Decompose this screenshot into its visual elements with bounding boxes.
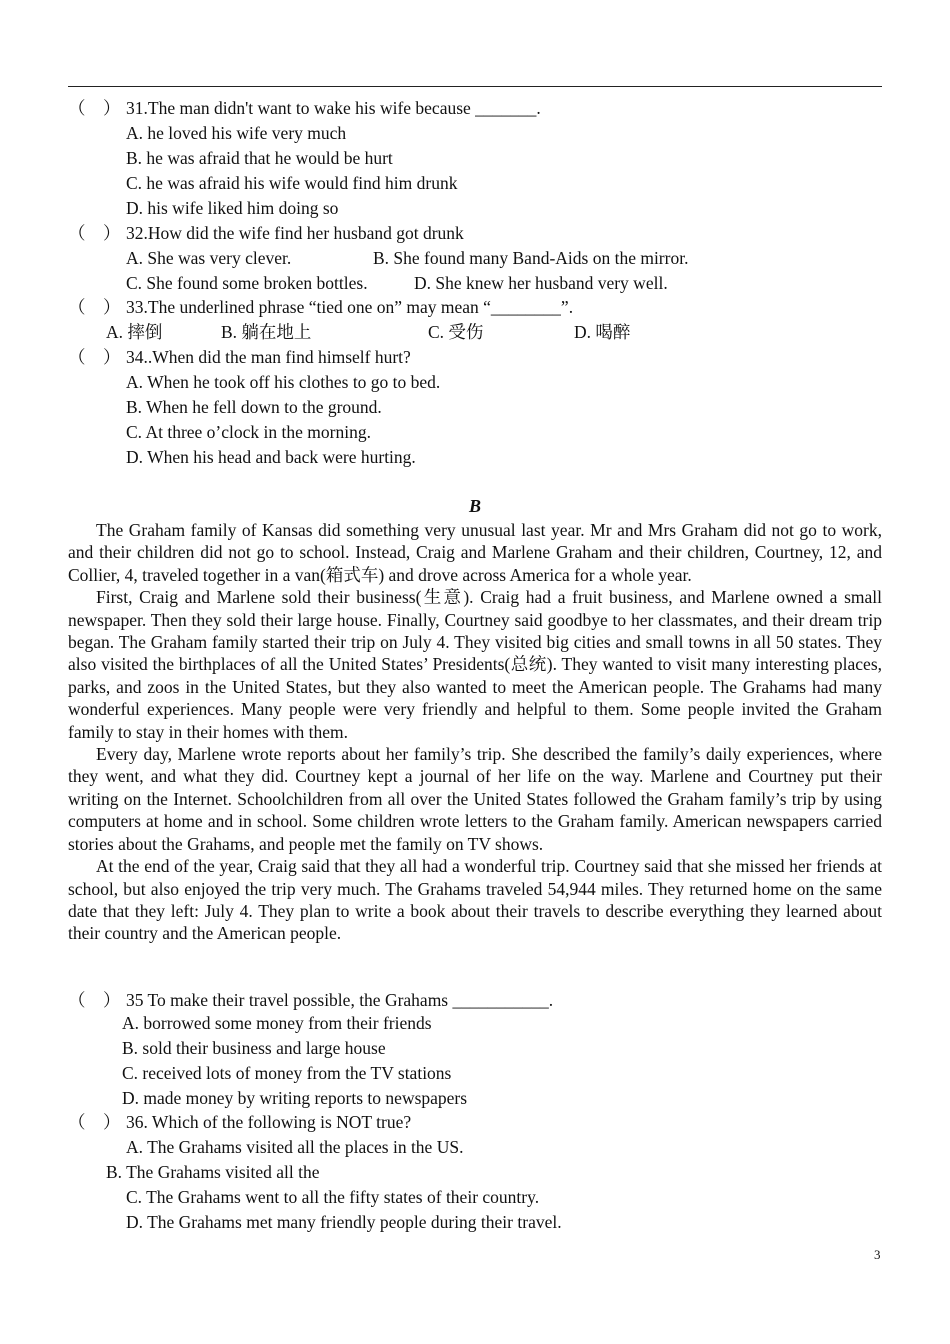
question-33	[68, 296, 573, 318]
option-31c: C. he was afraid his wife would find him drunk	[126, 173, 458, 193]
answer-blank[interactable]: （ ）	[68, 98, 121, 118]
option-36d: D. The Grahams met many friendly people during their travel.	[126, 1212, 562, 1232]
option-36c: C. The Grahams went to all the fifty states of their country.	[126, 1187, 540, 1207]
question-31	[68, 97, 541, 119]
question-36	[68, 1111, 411, 1133]
answer-blank[interactable]: （ ）	[68, 297, 121, 317]
option-33c: C. 受伤	[428, 322, 484, 342]
option-34d: D. When his head and back were hurting.	[126, 447, 416, 467]
reading-passage	[68, 519, 882, 945]
answer-blank[interactable]: （ ）	[68, 347, 121, 367]
option-32a: A. She was very clever.	[126, 248, 292, 268]
passage-paragraph: First, Craig and Marlene sold their business(生意). Craig had a fruit business, and Marlene owned a small newspaper. Then they sold their large house. Finally, Courtney said goodbye to her classmates, and their dream trip began. The Graham family started their trip on July 4. They visited big cities and small towns in all 50 states. They also visited the birthplaces of all the United States’ Presidents(总统). They wanted to visit many interesting places, parks, and zoos in the United States, but they also wanted to meet the American people. The Grahams had many wonderful experiences. Many people were very friendly and helpful to them. Some people invited the Graham family to stay in their homes with them.	[68, 587, 882, 742]
option-33d: D. 喝醉	[574, 322, 631, 342]
question-stem: 36. Which of the following is NOT true?	[126, 1112, 412, 1132]
question-34	[68, 346, 411, 368]
passage-paragraph: At the end of the year, Craig said that they all had a wonderful trip. Courtney said that she missed her friends at school, but also enjoyed the trip very much. The Grahams traveled 54,944 miles. They returned home on the same date that they left: July 4. They plan to write a book about their travels to describe everything they learned about their country and the American people.	[68, 856, 882, 944]
option-33a: A. 摔倒	[106, 322, 163, 342]
option-33b: B. 躺在地上	[221, 322, 312, 342]
question-stem: 33.The underlined phrase “tied one on” may mean “________”.	[126, 297, 574, 317]
option-34b: B. When he fell down to the ground.	[126, 397, 382, 417]
section-heading: B	[468, 496, 481, 516]
question-stem: 35 To make their travel possible, the Grahams ___________.	[126, 990, 554, 1010]
answer-blank[interactable]: （ ）	[68, 223, 121, 243]
option-32d: D. She knew her husband very well.	[414, 273, 668, 293]
option-31b: B. he was afraid that he would be hurt	[126, 148, 393, 168]
answer-blank[interactable]: （ ）	[68, 1112, 121, 1132]
question-stem: 34..When did the man find himself hurt?	[126, 347, 411, 367]
option-36a: A. The Grahams visited all the places in the US.	[126, 1137, 464, 1157]
question-35	[68, 989, 553, 1011]
question-stem: 32.How did the wife find her husband got drunk	[126, 223, 464, 243]
option-35b: B. sold their business and large house	[122, 1038, 386, 1058]
question-stem: 31.The man didn't want to wake his wife because _______.	[126, 98, 541, 118]
passage-paragraph: Every day, Marlene wrote reports about her family’s trip. She described the family’s daily experiences, where they went, and what they did. Courtney kept a journal of her life on the way. Marlene and Courtney put their writing on the Internet. Schoolchildren from all over the United States followed the Graham family’s trip by using computers at home and in school. Some children wrote letters to the Graham family. American newspapers carried stories about the Grahams, and people met the family on TV shows.	[68, 744, 882, 854]
passage-paragraph: The Graham family of Kansas did something very unusual last year. Mr and Mrs Graham did not go to work, and their children did not go to school. Instead, Craig and Marlene Graham and their children, Courtney, 12, and Collier, 4, traveled together in a van(箱式车) and drove across America for a whole year.	[68, 520, 882, 585]
page-number: 3	[874, 1247, 881, 1262]
option-35a: A. borrowed some money from their friends	[122, 1013, 432, 1033]
option-36b: B. The Grahams visited all the	[106, 1162, 320, 1182]
option-34a: A. When he took off his clothes to go to bed.	[126, 372, 441, 392]
question-32	[68, 222, 464, 244]
option-31a: A. he loved his wife very much	[126, 123, 347, 143]
option-32c: C. She found some broken bottles.	[126, 273, 368, 293]
header-rule	[68, 86, 882, 87]
option-35c: C. received lots of money from the TV stations	[122, 1063, 452, 1083]
option-32b: B. She found many Band-Aids on the mirror.	[373, 248, 689, 268]
option-34c: C. At three o’clock in the morning.	[126, 422, 371, 442]
answer-blank[interactable]: （ ）	[68, 990, 121, 1010]
option-31d: D. his wife liked him doing so	[126, 198, 339, 218]
option-35d: D. made money by writing reports to newspapers	[122, 1088, 468, 1108]
